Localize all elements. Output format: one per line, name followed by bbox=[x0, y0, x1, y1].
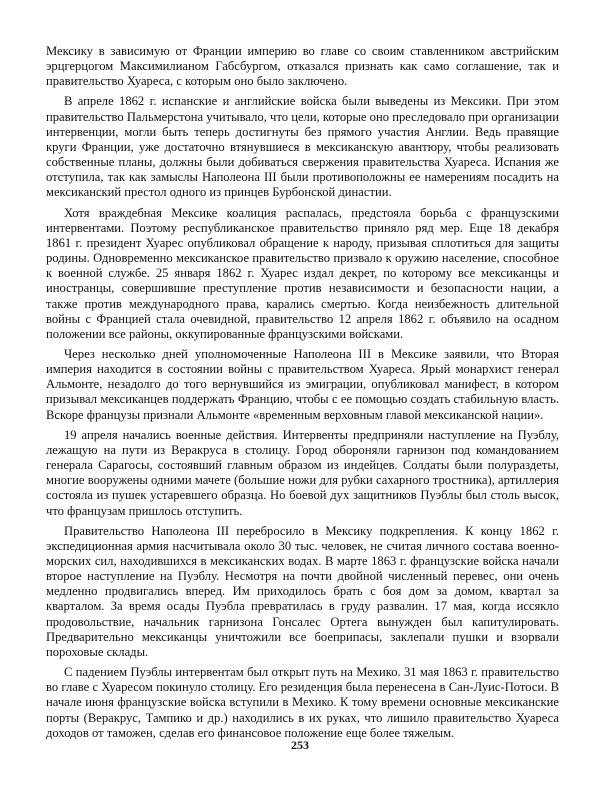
page-text bbox=[46, 44, 559, 746]
paragraph-6: Правительство Наполеона III перебросило в Мексику подкрепления. К концу 1862 г. экспедиционная армия насчитывала около 30 тыс. человек, не считая личного состава военно-морских сил, находившихся в мексиканских водах. В марте 1863 г. французские войска начали второе наступление на Пуэблу. Несмотря на почти двойной численный перевес, они очень медленно продвигались вперед. Им приходилось брать с боя дом за домом, квартал за кварталом. За время осады Пуэбла превратилась в груду развалин. 17 мая, когда иссякло продовольствие, начальник гарнизона Гонсалес Ортега вынужден был капитулировать. Предварительно мексиканцы уничтожили все боеприпасы, заклепали пушки и взорвали пороховые склады. bbox=[46, 523, 559, 659]
paragraph-7: С падением Пуэблы интервентам был открыт путь на Мехико. 31 мая 1863 г. правительство во главе с Хуаресом покинуло столицу. Его резиденция была перенесена в Сан-Луис-Потоси. В начале июня французские войска вступили в Мехико. К тому времени основные мексиканские порты (Веракрус, Тампико и др.) находились в их руках, что лишило правительство Хуареса доходов от таможен, сделав его финансовое положение еще более тяжелым. bbox=[46, 665, 559, 740]
paragraph-3: Хотя враждебная Мексике коалиция распалась, предстояла борьба с французскими интервентами. Поэтому республиканское правительство приняло ряд мер. Еще 18 декабря 1861 г. президент Хуарес опубликовал обращение к народу, призывая сплотиться для защиты родины. Одновременно мексиканское правительство призвало к оружию население, способное к военной службе. 25 января 1862 г. Хуарес издал декрет, по которому все мексиканцы и иностранцы, совершившие преступление против независимости и безопасности нации, а также против международного права, карались смертью. Когда неизбежность длительной войны с Францией стала очевидной, правительство 12 апреля 1862 г. объявило на осадном положении все районы, оккупированные французскими войсками. bbox=[46, 205, 559, 341]
paragraph-5: 19 апреля начались военные действия. Интервенты предприняли наступление на Пуэблу, лежащую на пути из Веракруса в столицу. Город обороняли гарнизон под командованием генерала Сарагосы, состоявший главным образом из индейцев. Солдаты были полураздеты, многие вооружены одними мачете (большие ножи для рубки сахарного тростника), артиллерия состояла из пушек устаревшего образца. Но боевой дух защитников Пуэблы был столь высок, что французам пришлось отступить. bbox=[46, 427, 559, 518]
page-number: 253 bbox=[291, 738, 309, 752]
paragraph-4: Через несколько дней уполномоченные Наполеона III в Мексике заявили, что Вторая империя находится в состоянии войны с правительством Хуареса. Ярый монархист генерал Альмонте, незадолго до того вернувшийся из эмиграции, опубликовал манифест, в котором призывал мексиканцев поддержать Францию, чтобы с ее помощью создать стабильную власть. Вскоре французы признали Альмонте «временным верховным главой мексиканской нации». bbox=[46, 346, 559, 422]
paragraph-2: В апреле 1862 г. испанские и английские войска были выведены из Мексики. При этом правительство Пальмерстона учитывало, что цели, которые оно преследовало при организации интервенции, могли быть теперь достигнуты без прямого участия Англии. Ведь правящие круги Франции, уже достаточно втянувшиеся в мексиканскую авантюру, чтобы реализовать собственные планы, должны были добиваться свержения правительства Хуареса. Испания же отступила, так как замыслы Наполеона III были противоположны ее намерениям посадить на мексиканский престол одного из принцев Бурбонской династии. bbox=[46, 94, 559, 200]
paragraph-1: Мексику в зависимую от Франции империю во главе со своим ставленником австрийским эрцгерцогом Максимилианом Габсбургом, отказался признать как само соглашение, так и правительство Хуареса, с которым оно было заключено. bbox=[46, 44, 559, 89]
